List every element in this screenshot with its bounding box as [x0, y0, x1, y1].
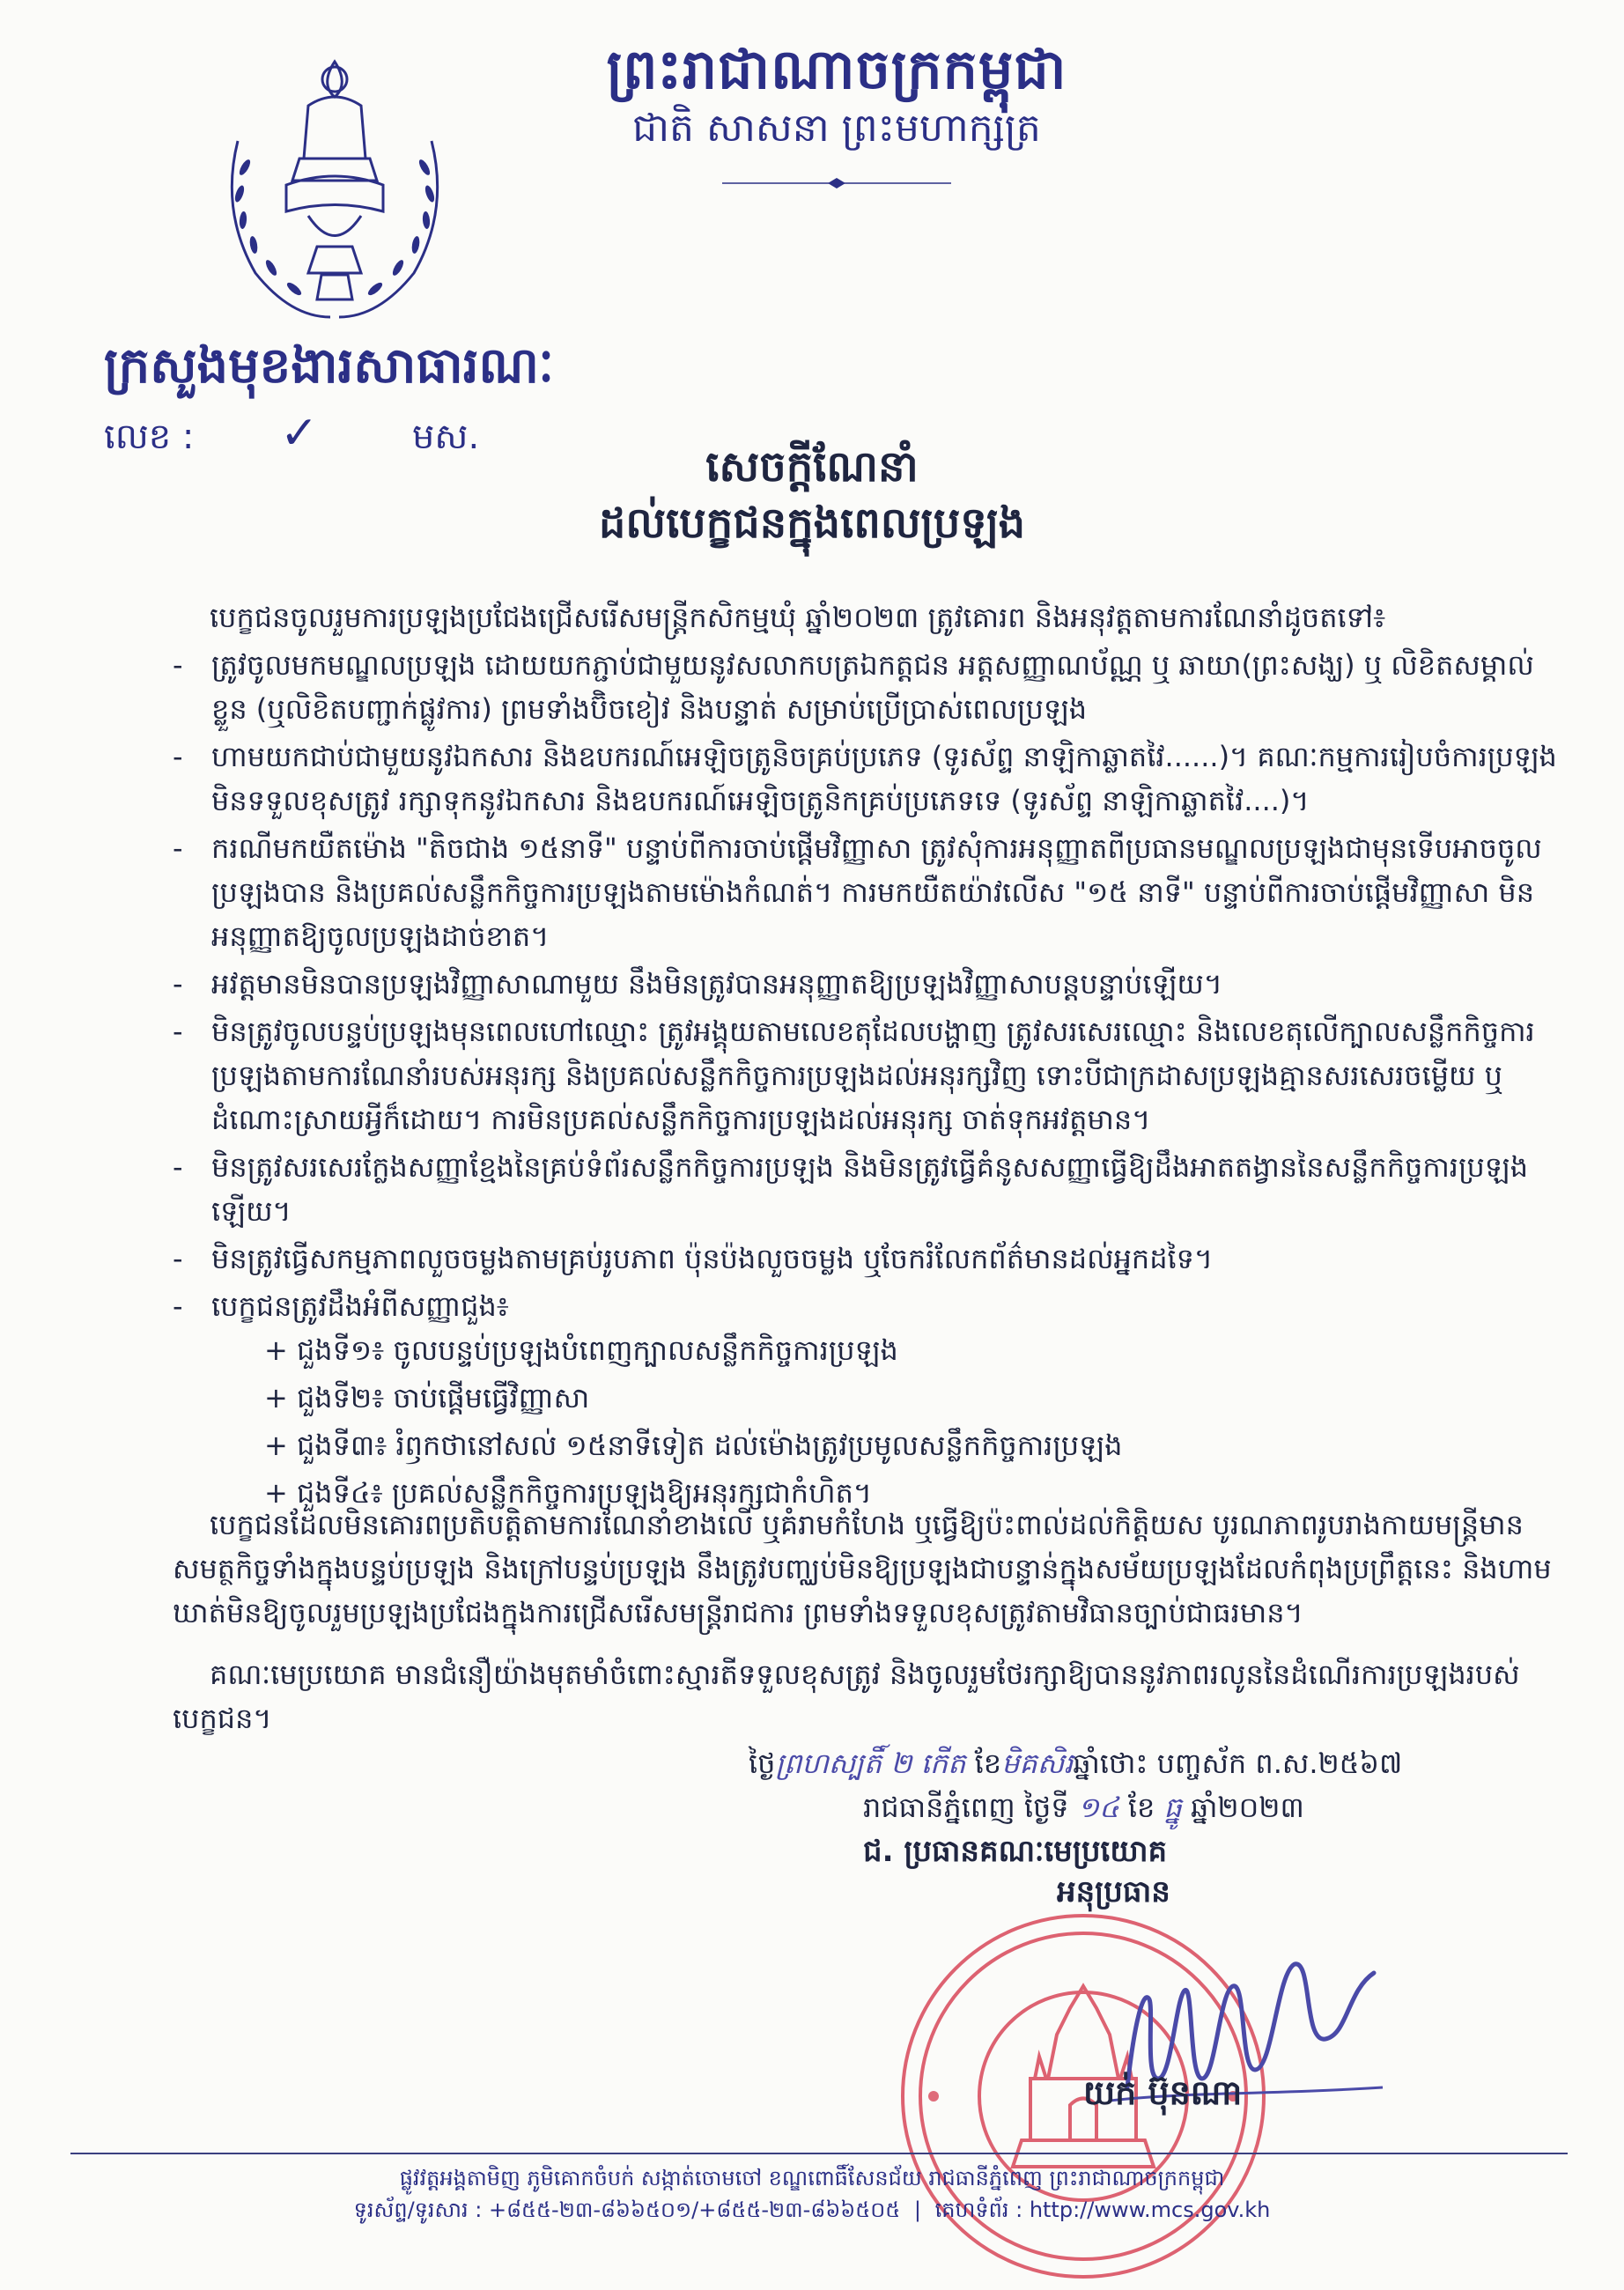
ministry-name: ក្រសួងមុខងារសាធារណៈ: [104, 337, 554, 395]
instruction-list: [173, 643, 1564, 1518]
closing-paragraph-confidence: គណៈមេប្រយោគ មានជំនឿយ៉ាងមុតមាំចំពោះស្មារតីទទួលខុសត្រូវ និងចូលរួមថែរក្សាឱ្យបាននូវភាពរលូននៃដំណើរការប្រឡងរបស់បេក្ខជន។: [173, 1658, 1520, 1735]
document-title: សេចក្តីណែនាំ: [705, 442, 919, 491]
signal-plus: +: [264, 1333, 288, 1367]
signatory-name: យក់ ប៊ុនណា: [1083, 2073, 1243, 2112]
closing-paragraph-penalty: បេក្ខជនដែលមិនគោរពប្រតិបត្តិតាមការណែនាំខាងលើ ឬគំរាមកំហែង ឬធ្វើឱ្យប៉ះពាល់ដល់កិត្តិយស បូរណភាពរូបរាងកាយមន្ត្រីមានសមត្ថកិច្ចទាំងក្នុងបន្ទប់ប្រឡង និងក្រៅបន្ទប់ប្រឡង នឹងត្រូវបញ្ឈប់មិនឱ្យប្រឡងជាបន្ទាន់ក្នុងសម័យប្រឡងដែលកំពុងប្រព្រឹត្តនេះ និងហាមឃាត់មិនឱ្យចូលរួមប្រឡងប្រជែងក្នុងការជ្រើសរើសមន្ត្រីរាជការ ព្រមទាំងទទួលខុសត្រូវតាមវិធានច្បាប់ជាធរមាន។: [173, 1508, 1552, 1629]
bell-signal-list: [211, 1328, 1564, 1515]
lunar-date-day: ព្រហស្បតិ៍ ២ កើត: [775, 1747, 966, 1780]
list-item: [173, 1009, 1564, 1141]
lunar-date-month: មិគសិរ: [1001, 1747, 1074, 1780]
intro-paragraph: បេក្ខជនចូលរួមការប្រឡងប្រជែងជ្រើសរើសមន្ត្រីកសិកម្មឃុំ ឆ្នាំ២០២៣ ត្រូវគោរព និងអនុវត្តតាមការណែនាំដូចតទៅ៖: [210, 601, 1386, 634]
website-link[interactable]: http://www.mcs.gov.kh: [1029, 2198, 1271, 2222]
bullet-dash: -: [173, 648, 183, 682]
signal-text: ជួងទី៣៖ រំឭកថានៅសល់ ១៥នាទីទៀត ដល់ម៉ោងត្រូវប្រមូលសន្លឹកកិច្ចការប្រឡង: [296, 1429, 1123, 1462]
instruction-text: ហាមយកជាប់ជាមួយនូវឯកសារ និងឧបករណ៍អេឡិចត្រូនិចគ្រប់ប្រភេទ (ទូរស័ព្ទ នាឡិកាឆ្លាតវៃ......)។ គណៈកម្មការរៀបចំការប្រឡងមិនទទួលខុសត្រូវ រក្សាទុកនូវឯកសារ និងឧបករណ៍អេឡិចត្រូនិកគ្រប់ប្រភេទទេ (ទូរស័ព្ទ នាឡិកាឆ្លាតវៃ....)។: [211, 740, 1557, 817]
footer-address: ផ្លូវវត្តអង្គតាមិញ ភូមិគោកចំបក់ សង្កាត់ចោមចៅ ខណ្ឌពោធិ៍សែនជ័យ រាជធានីភ្នំពេញ ព្រះរាជាណាចក្រកម្ពុជា: [399, 2166, 1225, 2190]
bullet-dash: -: [173, 967, 183, 1001]
list-item: [173, 643, 1564, 731]
document-subtitle: ដល់បេក្ខជនក្នុងពេលប្រឡង: [598, 499, 1026, 548]
bullet-dash: -: [173, 1289, 183, 1323]
list-item: [173, 962, 1564, 1006]
signal-plus: +: [264, 1381, 288, 1415]
phone-numbers: +៨៥៥-២៣-៨៦៦៥០១/+៨៥៥-២៣-៨៦៦៥០៥: [488, 2198, 901, 2222]
ornament-divider-icon: [722, 176, 951, 190]
instruction-text: ត្រូវចូលមកមណ្ឌលប្រឡង ដោយយកភ្ជាប់ជាមួយនូវសលាកបត្រឯកត្តជន អត្តសញ្ញាណប័ណ្ណ ឬ ឆាយា(ព្រះសង្ឃ) ឬ លិខិតសម្គាល់ខ្លួន (ឬលិខិតបញ្ជាក់ផ្លូវការ) ព្រមទាំងប៊ិចខៀវ និងបន្ទាត់ សម្រាប់ប្រើប្រាស់ពេលប្រឡង: [211, 648, 1534, 726]
list-item: [264, 1376, 1564, 1420]
bullet-dash: -: [173, 1015, 183, 1048]
reference-suffix: មស.: [412, 417, 480, 457]
list-item: [173, 735, 1564, 823]
solar-month-label: ខែ: [1127, 1791, 1155, 1824]
solar-date-line: [863, 1790, 1620, 1831]
footer-divider: [70, 2153, 1568, 2154]
signal-text: ជួងទី២៖ ចាប់ផ្តើមធ្វើវិញ្ញាសា: [296, 1381, 590, 1415]
signatory-role: អនុប្រធាន: [1057, 1874, 1170, 1910]
solar-date-year: ឆ្នាំ២០២៣: [1190, 1791, 1304, 1824]
royal-emblem-icon: [176, 35, 493, 352]
instruction-text: អវត្តមានមិនបានប្រឡងវិញ្ញាសាណាមួយ នឹងមិនត្រូវបានអនុញ្ញាតឱ្យប្រឡងវិញ្ញាសាបន្តបន្ទាប់ឡើយ។: [211, 967, 1222, 1001]
instruction-text: មិនត្រូវសរសេរក្លែងសញ្ញាខ្មែងនៃគ្រប់ទំព័រសន្លឹកកិច្ចការប្រឡង និងមិនត្រូវធ្វើគំនូសសញ្ញាធ្វើឱ្យដឹងអាតតង្វាននៃសន្លឹកកិច្ចការប្រឡងឡើយ។: [211, 1150, 1529, 1228]
solar-date-prefix: រាជធានីភ្នំពេញ ថ្ងៃទី: [863, 1791, 1069, 1824]
check-mark-icon: ✓: [280, 407, 319, 460]
list-item: [264, 1423, 1564, 1467]
solar-date-month: ធ្នូ: [1163, 1791, 1182, 1824]
list-item: [173, 826, 1564, 958]
list-item: [173, 1145, 1564, 1233]
bullet-dash: -: [173, 831, 183, 865]
lunar-date-suffix: ឆ្នាំថោះ បញ្ចស័ក ព.ស.២៥៦៧: [1073, 1747, 1403, 1780]
signal-plus: +: [264, 1476, 288, 1510]
signatory-title: ជ. ប្រធានគណៈមេប្រយោគ: [863, 1834, 1168, 1869]
lunar-date-prefix: ថ្ងៃ: [749, 1747, 776, 1780]
contact-separator: |: [913, 2198, 922, 2222]
list-item: [173, 1284, 1564, 1515]
signal-plus: +: [264, 1429, 288, 1462]
signal-text: ជួងទី១៖ ចូលបន្ទប់ប្រឡងបំពេញក្បាលសន្លឹកកិច្ចការប្រឡង: [296, 1333, 898, 1367]
lunar-month-label: ខែ: [974, 1747, 1002, 1780]
bullet-dash: -: [173, 1242, 183, 1275]
kingdom-name: ព្រះរាជាណាចក្រកម្ពុជា: [606, 37, 1067, 101]
list-item: [264, 1328, 1564, 1372]
national-motto: ជាតិ សាសនា ព្រះមហាក្សត្រ: [632, 106, 1041, 151]
signal-text: ជួងទី៤៖ ប្រគល់សន្លឹកកិច្ចការប្រឡងឱ្យអនុរក្សជាកំហិត។: [296, 1476, 872, 1510]
instruction-text: បេក្ខជនត្រូវដឹងអំពីសញ្ញាជួង៖: [211, 1289, 509, 1323]
solar-date-day: ១៤: [1077, 1791, 1119, 1824]
phone-label: ទូរស័ព្ទ/ទូរសារ :: [353, 2198, 483, 2222]
instruction-text: ករណីមកយឺតម៉ោង "តិចជាង ១៥នាទី" បន្ទាប់ពីការចាប់ផ្តើមវិញ្ញាសា ត្រូវសុំការអនុញ្ញាតពីប្រធានមណ្ឌលប្រឡងជាមុនទើបអាចចូលប្រឡងបាន និងប្រគល់សន្លឹកកិច្ចការប្រឡងតាមម៉ោងកំណត់។ ការមកយឺតយ៉ាវលើស "១៥ នាទី" បន្ទាប់ពីការចាប់ផ្តើមវិញ្ញាសា មិនអនុញ្ញាតឱ្យចូលប្រឡងដាច់ខាត។: [211, 831, 1542, 953]
reference-label: លេខ :: [104, 417, 195, 457]
instruction-text: មិនត្រូវធ្វើសកម្មភាពលួចចម្លងតាមគ្រប់រូបភាព ប៉ុនប៉ងលួចចម្លង ឬចែករំលែកព័ត៌មានដល់អ្នកដទៃ។: [211, 1242, 1214, 1275]
lunar-date-line: [749, 1746, 1612, 1787]
website-label: គេហទំព័រ :: [934, 2198, 1023, 2222]
bullet-dash: -: [173, 1150, 183, 1184]
list-item: [173, 1237, 1564, 1281]
footer-contact: [0, 2197, 1624, 2227]
bullet-dash: -: [173, 740, 183, 773]
instruction-text: មិនត្រូវចូលបន្ទប់ប្រឡងមុនពេលហៅឈ្មោះ ត្រូវអង្គុយតាមលេខតុដែលបង្ហាញ ត្រូវសរសេរឈ្មោះ និងលេខតុលើក្បាលសន្លឹកកិច្ចការប្រឡងតាមការណែនាំរបស់អនុរក្ស និងប្រគល់សន្លឹកកិច្ចការប្រឡងដល់អនុរក្សវិញ ទោះបីជាក្រដាសប្រឡងគ្មានសរសេរចម្លើយ ឬដំណោះស្រាយអ្វីក៏ដោយ។ ការមិនប្រគល់សន្លឹកកិច្ចការប្រឡងដល់អនុរក្ស ចាត់ទុកអវត្តមាន។: [211, 1015, 1535, 1136]
